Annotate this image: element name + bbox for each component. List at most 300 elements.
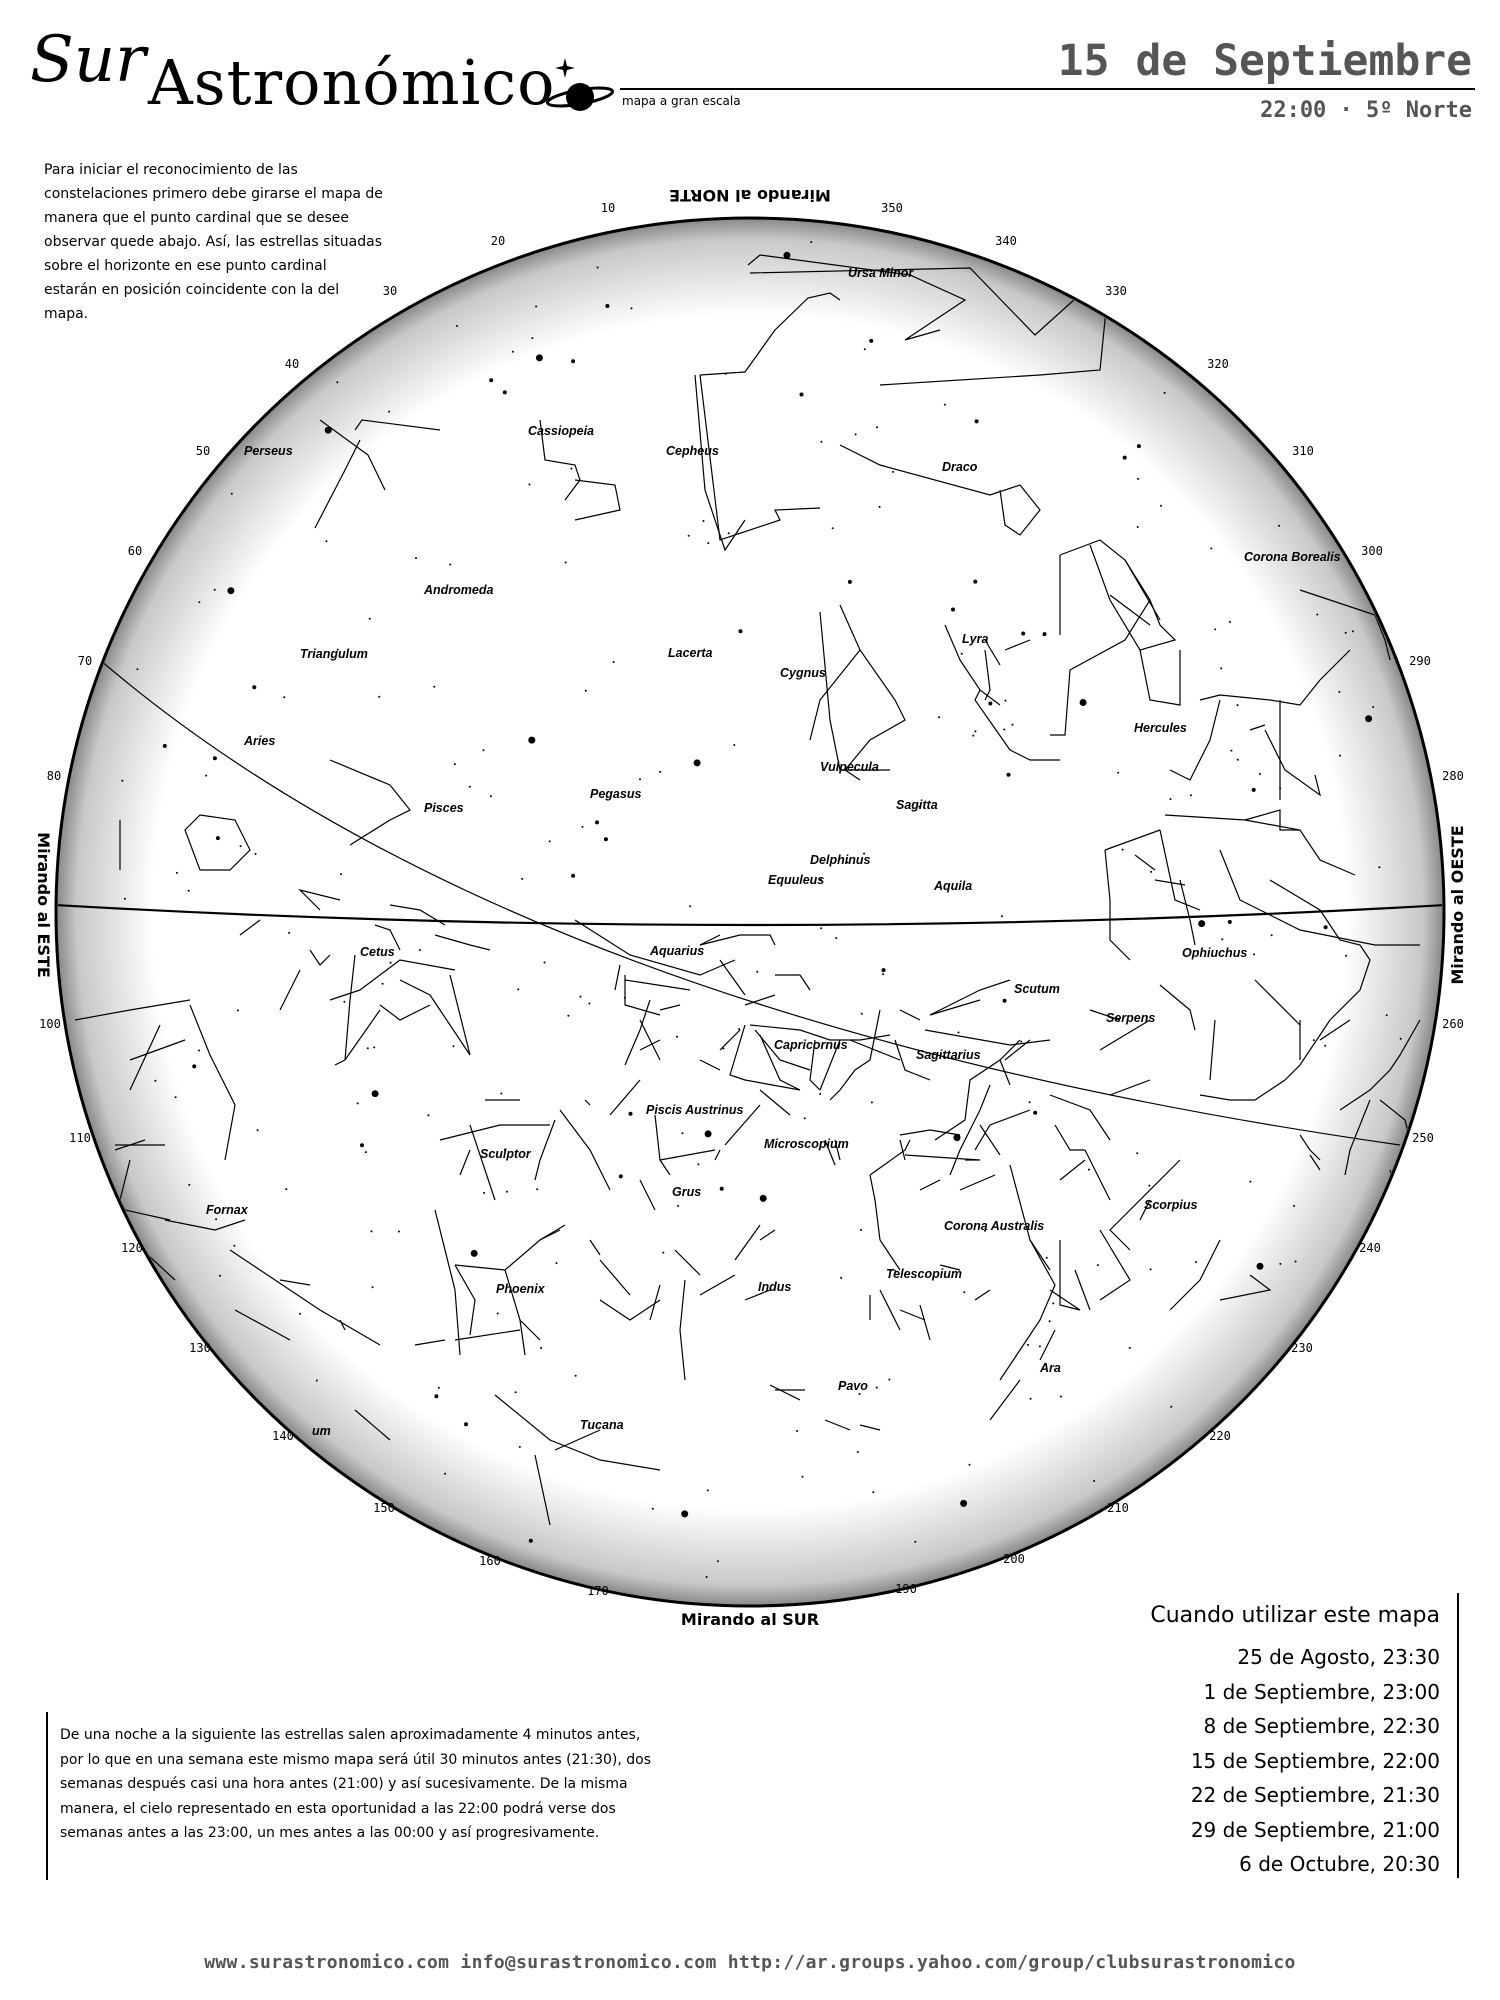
constellation-label: Lyra xyxy=(962,632,989,646)
star xyxy=(205,775,207,777)
star xyxy=(1003,729,1005,731)
tick-label: 290 xyxy=(1409,654,1431,668)
usage-title: Cuando utilizar este mapa xyxy=(1150,1603,1440,1628)
tick-label: 200 xyxy=(1003,1552,1025,1566)
star xyxy=(1378,866,1380,868)
constellation-label: Ophiuchus xyxy=(1182,946,1248,960)
star xyxy=(283,696,285,698)
star xyxy=(464,1422,468,1426)
star xyxy=(137,668,139,670)
tick-label: 30 xyxy=(382,284,398,298)
star xyxy=(739,629,743,633)
star xyxy=(489,378,493,382)
constellation-label: Corona Australis xyxy=(944,1219,1045,1233)
star xyxy=(872,1491,874,1493)
constellation-label: Pisces xyxy=(424,801,464,815)
star xyxy=(535,306,537,308)
tick-label: 80 xyxy=(46,769,62,783)
star xyxy=(213,756,217,760)
tick-label: 40 xyxy=(284,357,300,371)
star xyxy=(1029,1101,1031,1103)
star xyxy=(1198,920,1205,927)
star xyxy=(707,542,709,544)
star xyxy=(958,1032,960,1034)
constellation-label: Serpens xyxy=(1106,1011,1156,1025)
star xyxy=(529,1539,533,1543)
constellation-label: Equuleus xyxy=(768,873,825,887)
star xyxy=(427,1114,429,1116)
star xyxy=(595,820,599,824)
star xyxy=(512,351,514,353)
tick-label: 280 xyxy=(1442,769,1464,783)
star xyxy=(192,1064,196,1068)
constellation-label: Capricornus xyxy=(774,1038,848,1052)
constellation-label: Sculptor xyxy=(480,1147,531,1161)
star xyxy=(1365,715,1372,722)
star xyxy=(1253,953,1255,955)
star xyxy=(483,749,485,751)
star xyxy=(434,1394,438,1398)
star xyxy=(1279,788,1281,790)
star xyxy=(784,252,791,259)
star xyxy=(1345,632,1347,634)
footer-links: www.surastronomico.com info@surastronomico.com http://ar.groups.yahoo.com/group/clubsurastronomico xyxy=(204,1952,1296,1973)
star xyxy=(483,1192,485,1194)
star xyxy=(1129,1347,1131,1349)
usage-date: 15 de Septiembre, 22:00 xyxy=(1190,1748,1440,1773)
star xyxy=(528,737,535,744)
constellation-label: Telescopium xyxy=(886,1267,962,1281)
star xyxy=(819,1093,821,1095)
star xyxy=(677,1205,679,1207)
star xyxy=(631,307,633,309)
star xyxy=(1137,526,1139,528)
star xyxy=(796,1430,798,1432)
star xyxy=(876,1387,878,1389)
star xyxy=(506,1191,508,1193)
constellation-label: Cepheus xyxy=(666,444,719,458)
star xyxy=(652,1508,654,1510)
star xyxy=(738,1028,740,1030)
star xyxy=(802,1476,804,1478)
star xyxy=(756,971,758,973)
star xyxy=(963,1291,965,1293)
constellation-label: Hercules xyxy=(1134,721,1187,735)
tick-label: 140 xyxy=(272,1429,294,1443)
direction-north: Mirando al NORTE xyxy=(669,186,831,205)
star xyxy=(1214,628,1216,630)
usage-date: 1 de Septiembre, 23:00 xyxy=(1203,1679,1440,1704)
star xyxy=(188,1184,190,1186)
star xyxy=(1117,772,1119,774)
star xyxy=(373,1046,375,1048)
star xyxy=(1137,478,1139,480)
star xyxy=(820,441,822,443)
star xyxy=(585,690,587,692)
star xyxy=(1093,1480,1095,1482)
star xyxy=(1230,750,1232,752)
star xyxy=(175,1096,177,1098)
horizon-circle xyxy=(56,218,1444,1606)
tick-label: 220 xyxy=(1209,1429,1231,1443)
star xyxy=(515,1391,517,1393)
star xyxy=(1080,699,1087,706)
star xyxy=(1190,794,1192,796)
usage-date: 22 de Septiembre, 21:30 xyxy=(1190,1783,1440,1807)
star xyxy=(954,1134,961,1141)
star xyxy=(1271,934,1273,936)
star xyxy=(360,1143,364,1147)
star xyxy=(154,1080,156,1082)
star xyxy=(1257,1263,1264,1270)
star xyxy=(565,562,567,564)
star xyxy=(717,1560,719,1562)
star xyxy=(219,1275,221,1277)
tick-label: 110 xyxy=(69,1131,91,1145)
star xyxy=(892,471,894,473)
tick-label: 250 xyxy=(1412,1131,1434,1145)
usage-date: 8 de Septiembre, 22:30 xyxy=(1203,1714,1440,1738)
star xyxy=(707,1489,709,1491)
star xyxy=(1237,759,1239,761)
map-date-title: 15 de Septiembre xyxy=(1057,36,1472,86)
star xyxy=(325,427,332,434)
star xyxy=(456,325,458,327)
star xyxy=(882,968,886,972)
constellation-label: Ara xyxy=(1040,1361,1061,1375)
tick-label: 330 xyxy=(1105,284,1127,298)
star xyxy=(398,1231,400,1233)
star xyxy=(453,1045,455,1047)
star xyxy=(163,744,167,748)
star xyxy=(861,1013,863,1015)
star xyxy=(449,564,451,566)
constellation-label: Pavo xyxy=(838,1379,868,1393)
star xyxy=(888,1379,890,1381)
star xyxy=(938,716,940,718)
star xyxy=(1210,548,1212,550)
tick-label: 260 xyxy=(1442,1017,1464,1031)
constellation-label: Cetus xyxy=(360,945,395,959)
tick-label: 350 xyxy=(881,201,903,215)
star xyxy=(1150,1268,1152,1270)
star xyxy=(1313,1039,1315,1041)
star xyxy=(804,1117,806,1119)
star xyxy=(369,618,371,620)
star xyxy=(1195,1261,1197,1263)
subtitle: mapa a gran escala xyxy=(622,94,741,108)
star xyxy=(367,1047,369,1049)
star xyxy=(1324,925,1328,929)
star xyxy=(237,1009,239,1011)
star xyxy=(860,1229,862,1231)
tick-label: 70 xyxy=(77,654,93,668)
star xyxy=(571,874,575,878)
star xyxy=(567,1015,569,1017)
star xyxy=(733,744,735,746)
star xyxy=(544,962,546,964)
star xyxy=(1259,773,1261,775)
star xyxy=(1123,456,1127,460)
logo-sur-text: Sur xyxy=(30,23,146,97)
tick-label: 160 xyxy=(479,1554,501,1568)
star xyxy=(497,1313,499,1315)
constellation-label: Ursa Minor xyxy=(848,266,914,280)
star xyxy=(255,853,257,855)
usage-dates xyxy=(1191,1640,1440,1882)
star xyxy=(372,1090,379,1097)
star xyxy=(720,1187,724,1191)
star xyxy=(1295,1261,1297,1263)
star xyxy=(536,354,543,361)
star xyxy=(325,540,327,542)
star xyxy=(454,763,456,765)
star xyxy=(1043,632,1047,636)
tick-label: 130 xyxy=(189,1341,211,1355)
star xyxy=(1293,1205,1295,1207)
star xyxy=(624,997,626,999)
star xyxy=(1030,1398,1032,1400)
star xyxy=(840,1277,842,1279)
star xyxy=(689,905,691,907)
star xyxy=(1004,700,1006,702)
star xyxy=(835,937,837,939)
constellation-label: Lacerta xyxy=(668,646,713,660)
constellation-label: Corona Borealis xyxy=(1244,550,1341,564)
usage-date: 6 de Octubre, 20:30 xyxy=(1239,1852,1440,1876)
star xyxy=(340,873,342,875)
star xyxy=(1372,706,1374,708)
star xyxy=(1229,621,1231,623)
star xyxy=(588,1003,590,1005)
constellation-label: Indus xyxy=(758,1280,792,1294)
star xyxy=(1088,1169,1090,1171)
star xyxy=(688,535,690,537)
constellation-label: Fornax xyxy=(206,1203,248,1217)
star xyxy=(419,949,421,951)
star xyxy=(613,661,615,663)
constellation-label: Vulpecula xyxy=(820,760,879,774)
constellation-label: Triangulum xyxy=(300,647,368,661)
star xyxy=(725,373,727,375)
star xyxy=(390,962,392,964)
tick-label: 20 xyxy=(490,234,506,248)
star xyxy=(820,927,822,929)
star xyxy=(659,771,661,773)
star xyxy=(876,426,878,428)
star xyxy=(198,1050,200,1052)
star xyxy=(1252,788,1256,792)
star xyxy=(1150,871,1152,873)
tick-label: 310 xyxy=(1292,444,1314,458)
star xyxy=(549,840,551,842)
star xyxy=(662,1252,664,1254)
constellation-label: Scutum xyxy=(1014,982,1060,996)
star xyxy=(519,1446,521,1448)
star xyxy=(1352,630,1354,632)
tick-label: 50 xyxy=(195,444,211,458)
constellation-label: Cygnus xyxy=(780,666,826,680)
star xyxy=(316,1380,318,1382)
star xyxy=(864,348,866,350)
star xyxy=(800,393,804,397)
star xyxy=(681,1510,688,1517)
star xyxy=(176,872,178,874)
star xyxy=(972,735,974,737)
star xyxy=(1170,1406,1172,1408)
star xyxy=(257,1129,259,1131)
star xyxy=(1033,1111,1037,1115)
star xyxy=(705,1130,712,1137)
star xyxy=(988,702,992,706)
star xyxy=(859,1393,861,1395)
star xyxy=(697,1163,699,1165)
star xyxy=(605,304,609,308)
tick-label: 320 xyxy=(1207,357,1229,371)
note-divider xyxy=(46,1712,48,1880)
star xyxy=(365,1151,367,1153)
constellation-label: Aries xyxy=(244,734,276,748)
star xyxy=(728,532,730,534)
star xyxy=(336,381,338,383)
star xyxy=(1338,691,1340,693)
star xyxy=(871,1101,873,1103)
star xyxy=(357,1102,359,1104)
constellation-label: Tucana xyxy=(580,1418,624,1432)
star xyxy=(1122,849,1124,851)
star xyxy=(1046,1257,1048,1259)
star xyxy=(536,1188,538,1190)
star xyxy=(575,1375,577,1377)
star xyxy=(760,1195,767,1202)
constellation-label: Microscopium xyxy=(764,1137,849,1151)
tick-label: 190 xyxy=(895,1582,917,1596)
constellation-label: Scorpius xyxy=(1144,1198,1198,1212)
star xyxy=(240,845,242,847)
star xyxy=(469,786,471,788)
star xyxy=(500,1093,502,1095)
star xyxy=(231,493,233,495)
star xyxy=(975,419,979,423)
star xyxy=(1339,755,1341,757)
star xyxy=(604,837,608,841)
star xyxy=(529,484,531,486)
constellation-label: Piscis Austrinus xyxy=(646,1103,744,1117)
star xyxy=(540,1347,542,1349)
usage-date: 25 de Agosto, 23:30 xyxy=(1237,1645,1440,1669)
star xyxy=(1249,1181,1251,1183)
star xyxy=(694,759,701,766)
star xyxy=(1279,1263,1281,1265)
star xyxy=(1221,938,1223,940)
star xyxy=(1170,798,1172,800)
direction-south: Mirando al SUR xyxy=(680,1610,820,1629)
constellation-label: Grus xyxy=(672,1185,702,1199)
star xyxy=(951,608,955,612)
star xyxy=(848,580,852,584)
tick-label: 100 xyxy=(39,1017,61,1031)
star xyxy=(1136,1152,1138,1154)
star xyxy=(1164,392,1166,394)
star xyxy=(415,557,417,559)
star xyxy=(1400,1038,1402,1040)
constellation-label: Aquila xyxy=(934,879,973,893)
star xyxy=(961,653,963,655)
star xyxy=(372,1286,374,1288)
star xyxy=(570,468,572,470)
usage-date: 29 de Septiembre, 21:00 xyxy=(1190,1817,1440,1842)
star xyxy=(1027,1344,1029,1346)
star xyxy=(215,1218,217,1220)
star xyxy=(571,359,575,363)
star xyxy=(682,1132,684,1134)
star xyxy=(1020,1041,1022,1043)
star xyxy=(810,241,812,243)
star xyxy=(960,1500,967,1507)
star xyxy=(855,433,857,435)
tick-label: 170 xyxy=(587,1584,609,1598)
star xyxy=(388,411,390,413)
star xyxy=(1237,704,1239,706)
star xyxy=(706,1576,708,1578)
star xyxy=(252,685,256,689)
tick-label: 210 xyxy=(1107,1501,1129,1515)
star xyxy=(227,587,234,594)
constellation-label: Andromeda xyxy=(424,583,494,597)
star xyxy=(1345,955,1347,957)
star xyxy=(1060,1396,1062,1398)
star xyxy=(1049,1320,1051,1322)
star xyxy=(1052,1302,1054,1304)
star xyxy=(1148,1185,1150,1187)
tick-label: 60 xyxy=(127,544,143,558)
star xyxy=(722,1048,724,1050)
star xyxy=(1228,920,1232,924)
star xyxy=(521,878,523,880)
star xyxy=(1012,724,1014,726)
star xyxy=(1160,505,1162,507)
star xyxy=(378,696,380,698)
star xyxy=(490,795,492,797)
star xyxy=(438,1387,440,1389)
usage-divider xyxy=(1457,1593,1459,1878)
constellation-label: Pegasus xyxy=(590,787,642,801)
constellation-label: Perseus xyxy=(244,444,293,458)
star xyxy=(433,686,435,688)
star xyxy=(944,404,946,406)
star xyxy=(188,890,190,892)
tick-label: 10 xyxy=(600,201,616,215)
star xyxy=(1021,632,1025,636)
star xyxy=(1137,444,1141,448)
usage-note: De una noche a la siguiente las estrellas salen aproximadamente 4 minutos antes, por lo que en una semana este mismo mapa será útil 30 minutos antes (21:30), dos semanas después casi una hora antes (21:00) y así sucesivamente. De la misma manera, el cielo representado en esta oportunidad a las 22:00 podrá verse dos semanas antes a las 23:00, un mes antes a las 00:00 y así progresivamente. xyxy=(60,1727,652,1841)
intro-text: Para iniciar el reconocimiento de las constelaciones primero debe girarse el mapa de manera que el punto cardinal que se desee observar quede abajo. Así, las estrellas situadas sobre el horizonte en ese punto cardinal estarán en posición coincidente con la del mapa. xyxy=(44,162,383,322)
star xyxy=(233,1245,235,1247)
star xyxy=(121,780,123,782)
star xyxy=(974,730,976,732)
constellation-label: Sagitta xyxy=(896,798,938,812)
map-time-latitude: 22:00 · 5º Norte xyxy=(1260,98,1472,123)
constellation-label: Phoenix xyxy=(496,1282,545,1296)
direction-west: Mirando al OESTE xyxy=(1448,825,1467,985)
star xyxy=(629,1112,633,1116)
star xyxy=(1001,915,1003,917)
star xyxy=(1278,525,1280,527)
star xyxy=(619,1174,623,1178)
constellation-label: Aquarius xyxy=(650,944,705,958)
logo-astronomico-text: Astronómico xyxy=(148,46,556,119)
constellation-label: Delphinus xyxy=(810,853,871,867)
